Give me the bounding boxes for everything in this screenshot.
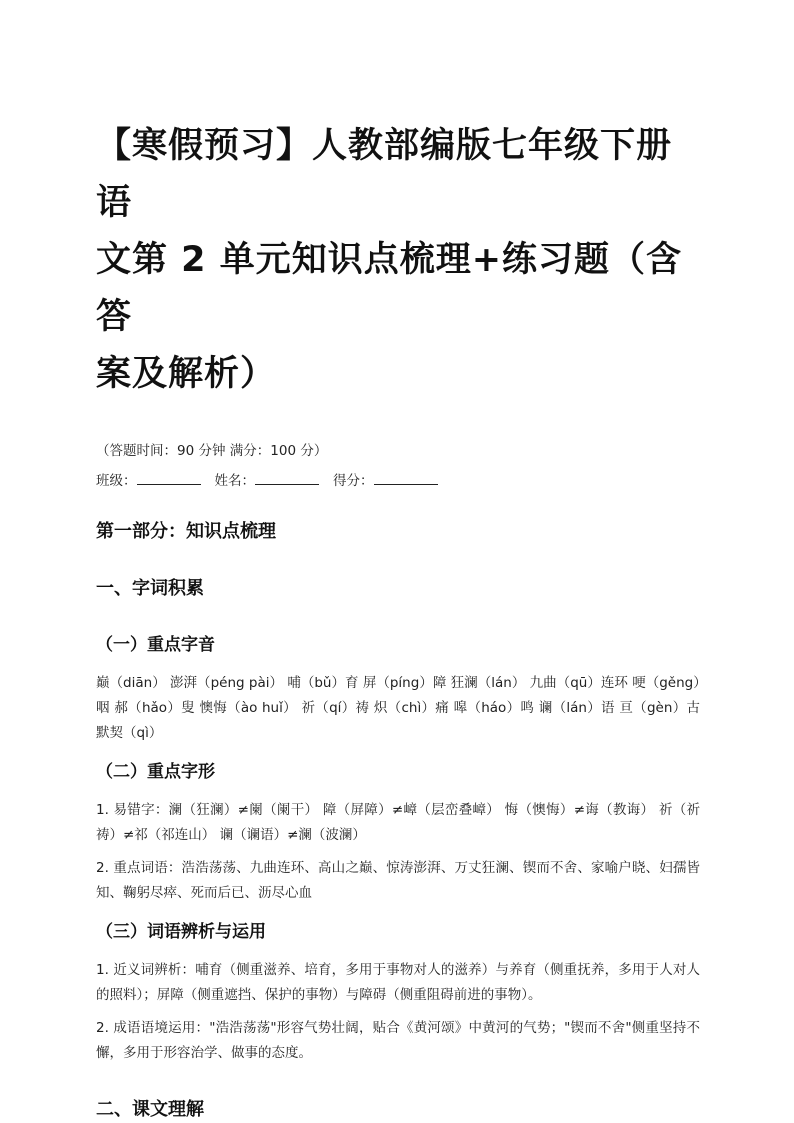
student-info-row [96, 470, 700, 491]
name-blank[interactable] [255, 470, 319, 485]
score-label: 得分： [333, 473, 374, 489]
subsection-pronunciation-title: （一）重点字音 [96, 635, 215, 655]
subsection-word-usage-title: （三）词语辨析与运用 [96, 922, 266, 942]
section-two-title: 二、课文理解 [96, 1099, 204, 1120]
score-blank[interactable] [374, 470, 438, 485]
title-line-3: 案及解析） [96, 354, 277, 394]
name-label: 姓名： [214, 473, 255, 489]
class-label: 班级： [96, 473, 137, 489]
document-title [96, 118, 700, 403]
document-page [96, 118, 700, 1123]
class-blank[interactable] [137, 470, 201, 485]
exam-meta: （答题时间：90 分钟 满分：100 分） [96, 443, 328, 459]
title-line-2: 文第 2 单元知识点梳理+练习题（含答 [96, 240, 683, 337]
class-field[interactable] [96, 470, 201, 491]
word-usage-item-2: 2. 成语语境运用："浩浩荡荡"形容气势壮阔，贴合《黄河颂》中黄河的气势；"锲而不舍"侧重坚持不懈，多用于形容治学、做事的态度。 [96, 1020, 700, 1061]
title-line-1: 【寒假预习】人教部编版七年级下册语 [96, 126, 673, 223]
character-forms-item-2: 2. 重点词语：浩浩荡荡、九曲连环、高山之巅、惊涛澎湃、万丈狂澜、锲而不舍、家喻户晓、妇孺皆知、鞠躬尽瘁、死而后已、沥尽心血 [96, 860, 700, 901]
pronunciation-list: 巅（diān） 澎湃（péng pài） 哺（bǔ）育 屏（píng）障 狂澜（lán） 九曲（qū）连环 哽（gěng）咽 郝（hǎo）叟 懊悔（ào huǐ） 祈（qí）祷 炽（chì）痛 嗥（háo）鸣 谰（lán）语 亘（gèn）古 默契（qì） [96, 675, 700, 741]
subsection-character-forms-title: （二）重点字形 [96, 762, 215, 782]
character-forms-item-1: 1. 易错字：澜（狂澜）≠阑（阑干） 障（屏障）≠嶂（层峦叠嶂） 悔（懊悔）≠诲（教诲） 祈（祈祷）≠祁（祁连山） 谰（谰语）≠澜（波澜） [96, 802, 700, 843]
name-field[interactable] [215, 470, 320, 491]
section-one-title: 一、字词积累 [96, 578, 204, 599]
score-field[interactable] [333, 470, 438, 491]
word-usage-item-1: 1. 近义词辨析：哺育（侧重滋养、培育，多用于事物对人的滋养）与养育（侧重抚养，多用于人对人的照料）；屏障（侧重遮挡、保护的事物）与障碍（侧重阻碍前进的事物）。 [96, 962, 700, 1003]
part-one-title: 第一部分：知识点梳理 [96, 521, 276, 542]
